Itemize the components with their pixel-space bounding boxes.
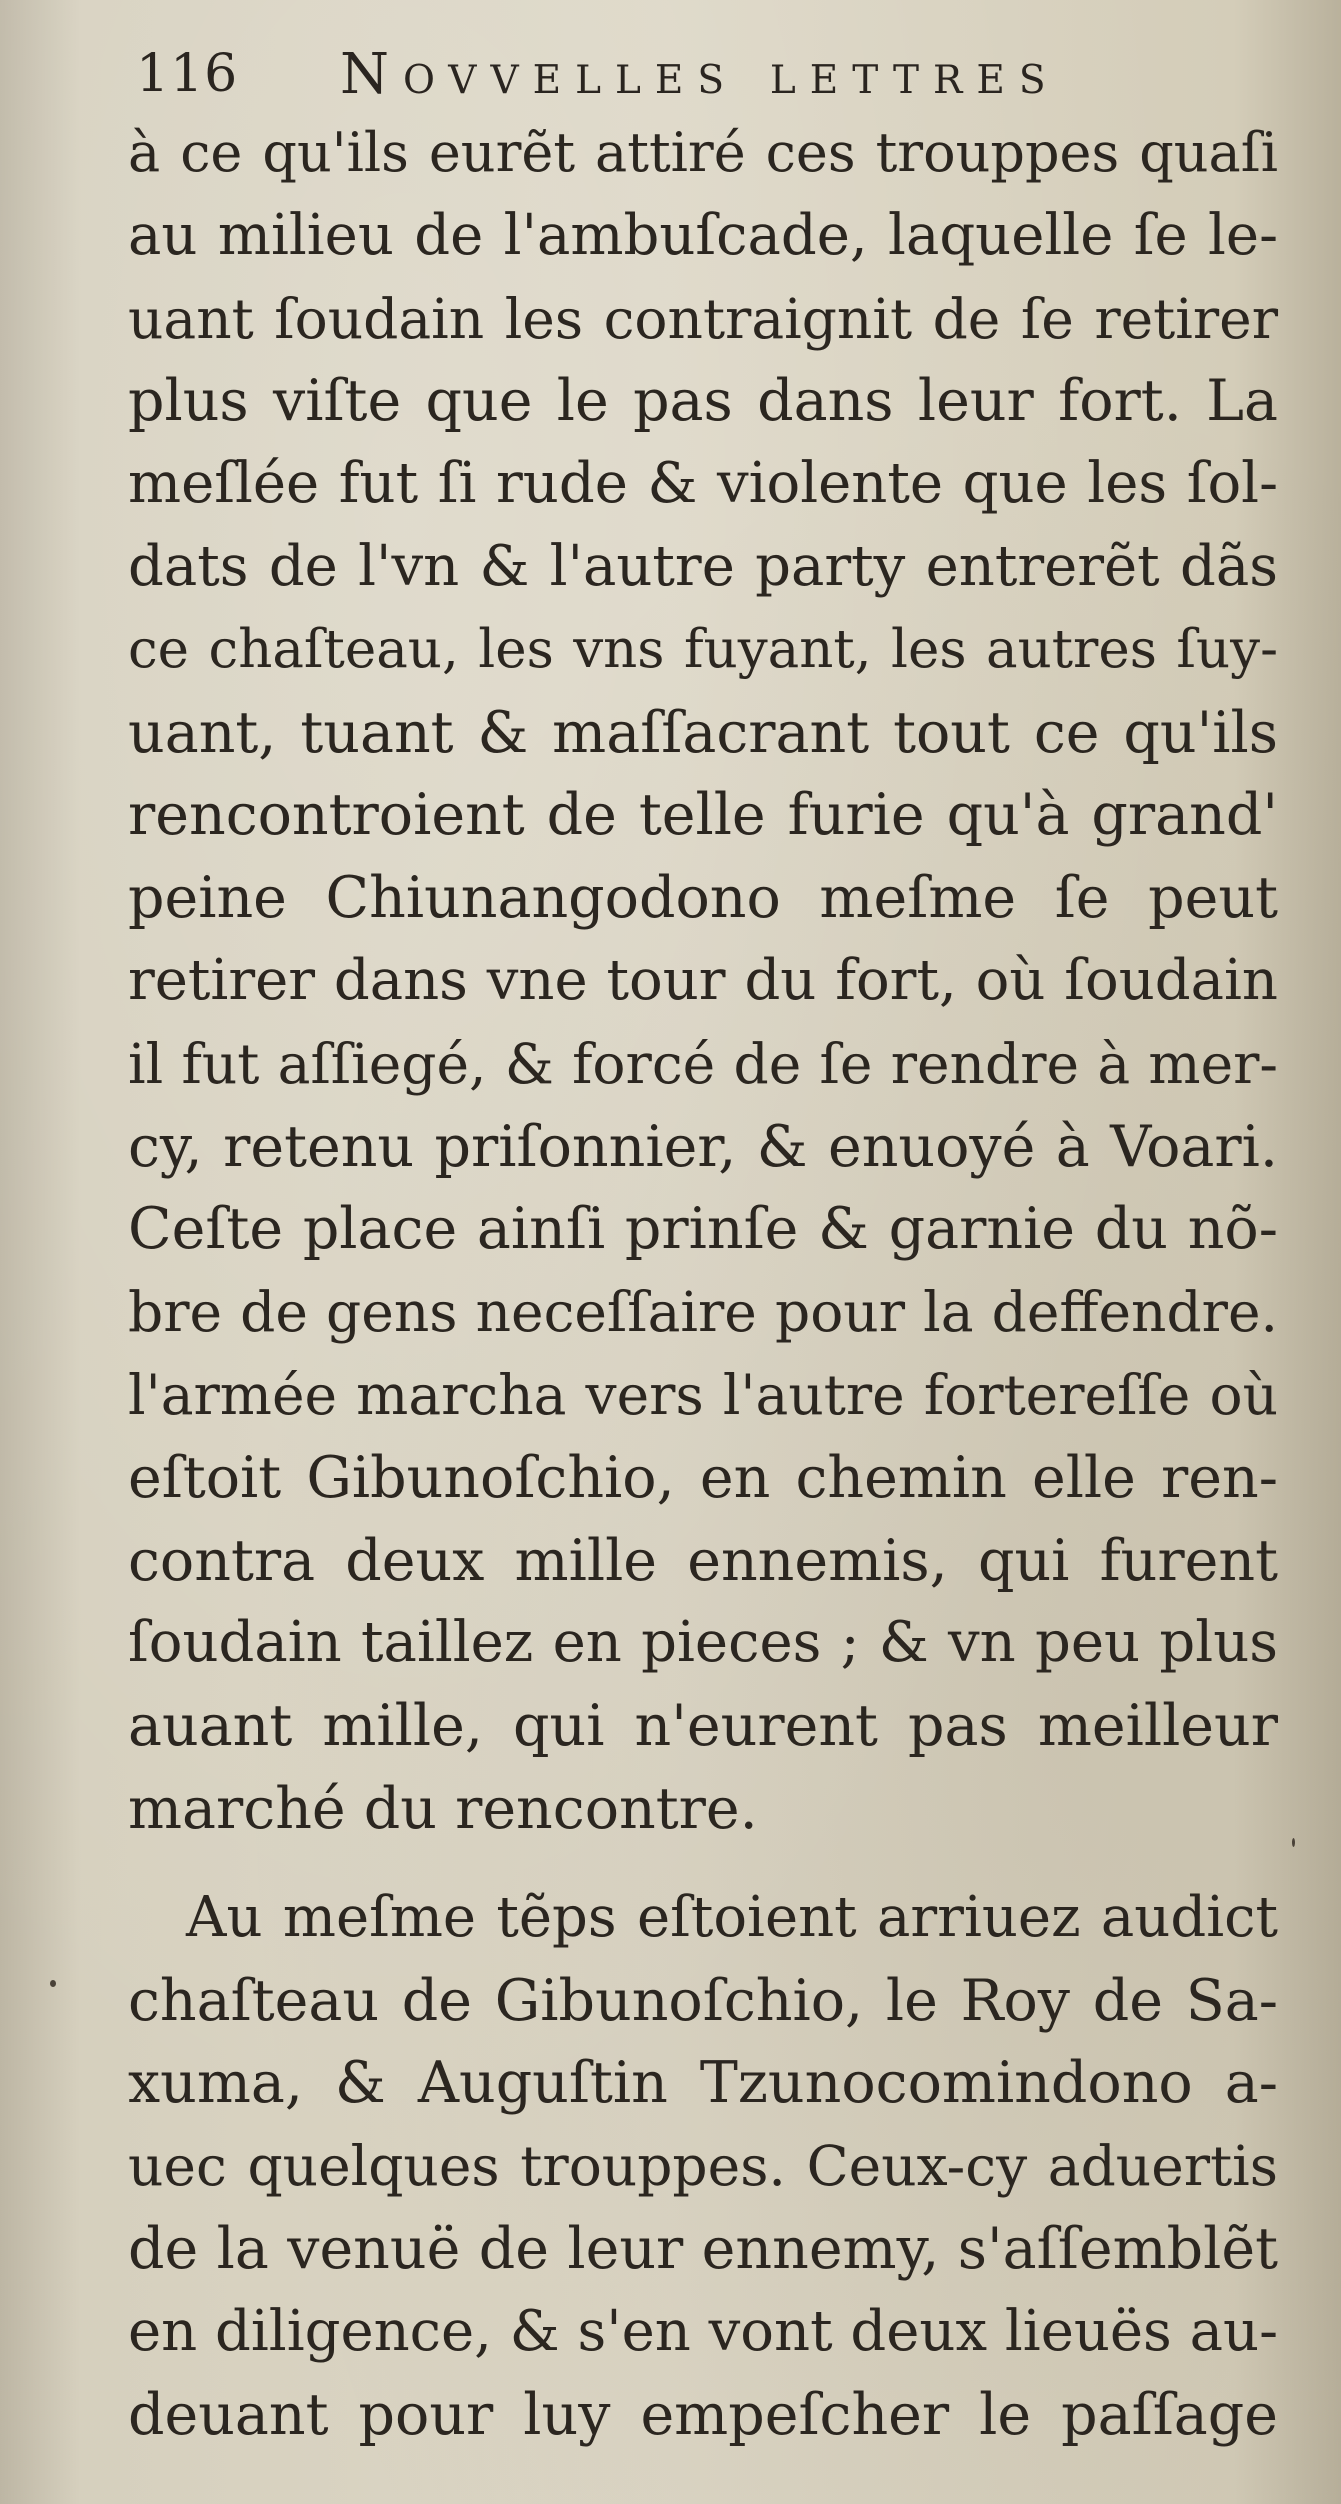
paragraph-2 [128,1877,1278,2457]
text-line: en diligence, & s'en vont deux lieuës au- [128,2298,1278,2364]
ink-speck [1292,1838,1295,1847]
text-line: deuant pour luy empeſcher le paſſage [128,2381,1278,2448]
text-line: au milieu de l'ambuſcade, laquelle ſe le- [128,202,1278,268]
ink-speck [50,1980,56,1987]
text-line: eſtoit Gibunoſchio, en chemin elle ren- [128,1444,1278,1511]
text-line: Au meſme tẽps eſtoient arriuez audict [186,1884,1278,1950]
text-line: meſlée fut ſi rude & violente que les ſol- [128,451,1278,517]
body-text [128,112,1278,2456]
text-line: ſoudain taillez en pieces ; & vn peu plus [128,1610,1278,1676]
text-line: plus viſte que le pas dans leur fort. La [128,368,1278,435]
page-number: 116 [136,44,239,104]
text-line: uant ſoudain les contraignit de ſe retirer [128,286,1278,351]
text-line: l'armée marcha vers l'autre fortereſſe où [128,1362,1278,1427]
text-line: chaſteau de Gibunoſchio, le Roy de Sa- [128,1967,1278,2034]
text-line: Ceſte place ainſi prinſe & garnie du nõ- [128,1196,1278,1263]
text-line: rencontroient de telle furie qu'à grand' [128,782,1278,849]
text-line: contra deux mille ennemis, qui furent [128,1527,1278,1594]
text-line: il fut aſſiegé, & forcé de ſe rendre à mer- [128,1031,1278,1096]
text-line: ce chaſteau, les vns fuyant, les autres ſuy- [128,618,1278,680]
running-head: Novvelles lettres [340,42,1060,107]
text-line: bre de gens neceſſaire pour la deffendre. [128,1280,1278,1345]
text-line: de la venuë de leur ennemy, s'aſſemblẽt [128,2215,1278,2282]
paragraph-1 [128,112,1278,1851]
text-line: cy, retenu priſonnier, & enuoyé à Voari. [128,1113,1278,1180]
text-line: peine Chiunangodono meſme ſe peut [128,865,1278,932]
paragraph-gap [128,1851,1278,1877]
text-line: à ce qu'ils eurẽt attiré ces trouppes quaſi [128,121,1278,184]
text-line: dats de l'vn & l'autre party entrerẽt dãs [128,533,1278,599]
text-line: marché du rencontre. [128,1775,758,1842]
text-line: retirer dans vne tour du fort, où ſoudain [128,947,1278,1013]
text-line: uant, tuant & maſſacrant tout ce qu'ils [128,699,1278,766]
text-line: uec quelques trouppes. Ceux-cy aduertis [128,2134,1278,2199]
text-line: xuma, & Auguſtin Tzunocomindono a- [128,2050,1278,2117]
text-line: auant mille, qui n'eurent pas meilleur [128,1693,1278,1760]
